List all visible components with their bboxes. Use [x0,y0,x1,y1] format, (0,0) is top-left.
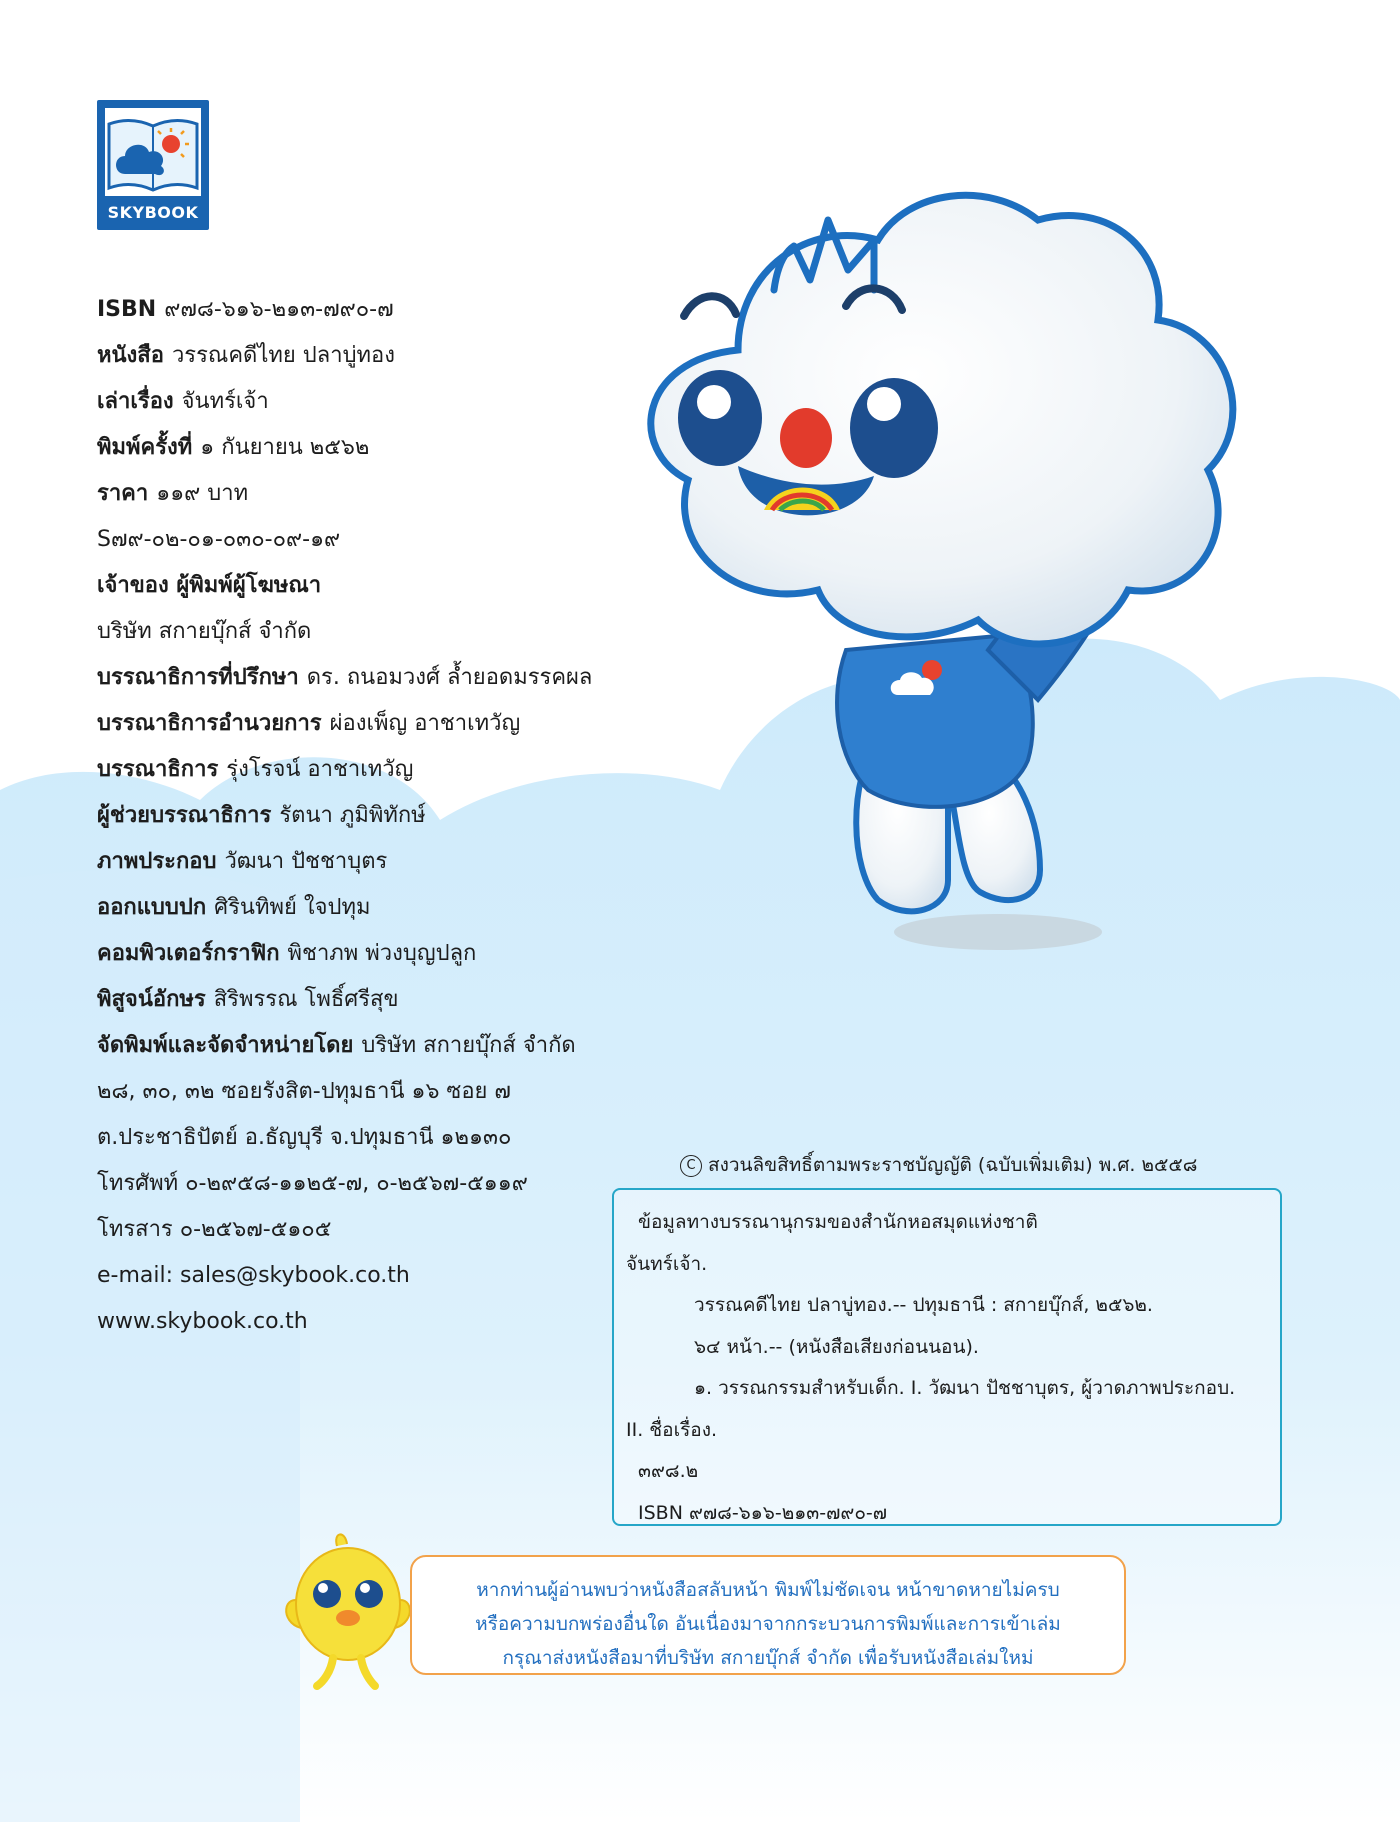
notice-line: กรุณาส่งหนังสือมาที่บริษัท สกายบุ๊กส์ จำกัด เพื่อรับหนังสือเล่มใหม่ [502,1647,1034,1669]
info-line: บริษัท สกายบุ๊กส์ จำกัด [97,619,312,644]
info-line: ราคา ๑๑๙ บาท [97,481,249,506]
info-line: บรรณาธิการ รุ่งโรจน์ อาชาเทวัญ [97,757,414,782]
defect-notice-box [410,1555,1126,1675]
book-cloud-sun-icon [105,108,201,196]
copyright-icon: C [680,1155,702,1177]
skybook-logo [97,100,209,230]
info-line: จัดพิมพ์และจัดจำหน่ายโดย บริษัท สกายบุ๊กส์ จำกัด [97,1033,576,1058]
notice-line: หรือความบกพร่องอื่นใด อันเนื่องมาจากกระบวนการพิมพ์และการเข้าเล่ม [475,1613,1061,1635]
cip-title: วรรณคดีไทย ปลาบู่ทอง.-- ปทุมธานี : สกายบุ๊กส์, ๒๕๖๒. [694,1294,1153,1316]
cataloging-data-box [612,1188,1282,1526]
info-line: www.skybook.co.th [97,1309,308,1334]
info-line: ออกแบบปก ศิรินทิพย์ ใจปทุม [97,895,371,920]
info-line: คอมพิวเตอร์กราฟิก พิชาภพ พ่วงบุญปลูก [97,941,477,966]
info-line: เล่าเรื่อง จันทร์เจ้า [97,389,269,414]
info-line: e-mail: sales@skybook.co.th [97,1263,410,1288]
info-line: ๒๘, ๓๐, ๓๒ ซอยรังสิต-ปทุมธานี ๑๖ ซอย ๗ [97,1079,511,1104]
info-line: หนังสือ วรรณคดีไทย ปลาบู่ทอง [97,343,396,368]
bird-mascot-illustration [283,1532,413,1692]
info-line: เจ้าของ ผู้พิมพ์ผู้โฆษณา [97,573,322,598]
copyright-notice [680,1150,1197,1180]
cip-subject2: II. ชื่อเรื่อง. [626,1418,718,1441]
copyright-text: สงวนลิขสิทธิ์ตามพระราชบัญญัติ (ฉบับเพิ่มเติม) พ.ศ. ๒๕๕๘ [708,1154,1198,1176]
info-line: โทรสาร ๐-๒๕๖๗-๕๑๐๕ [97,1217,332,1242]
cip-heading: ข้อมูลทางบรรณานุกรมของสำนักหอสมุดแห่งชาติ [638,1211,1038,1233]
info-line: ต.ประชาธิปัตย์ อ.ธัญบุรี จ.ปทุมธานี ๑๒๑๓๐ [97,1125,512,1150]
notice-line: หากท่านผู้อ่านพบว่าหนังสือสลับหน้า พิมพ์ไม่ชัดเจน หน้าขาดหายไม่ครบ [476,1579,1060,1601]
mascot-nose [780,408,832,468]
cip-author: จันทร์เจ้า. [626,1252,708,1275]
logo-wordmark: SKYBOOK [107,203,199,222]
info-line: ISBN ๙๗๘-๖๑๖-๒๑๓-๗๙๐-๗ [97,297,394,322]
mascot-right-eye [850,378,938,478]
cip-pages: ๖๔ หน้า.-- (หนังสือเสียงก่อนนอน). [694,1335,979,1358]
logo-emblem [105,108,201,196]
info-line: ภาพประกอบ วัฒนา ปัชชาบุตร [97,849,388,874]
cip-isbn: ISBN ๙๗๘-๖๑๖-๒๑๓-๗๙๐-๗ [638,1501,888,1524]
cip-subjects: ๑. วรรณกรรมสำหรับเด็ก. I. วัฒนา ปัชชาบุตร, ผู้วาดภาพประกอบ. [694,1377,1236,1399]
mascot-shadow [894,914,1102,950]
info-line: บรรณาธิการอำนวยการ ผ่องเพ็ญ อาชาเทวัญ [97,711,521,736]
info-line: พิสูจน์อักษร สิริพรรณ โพธิ์ศรีสุข [97,987,399,1012]
info-line: ผู้ช่วยบรรณาธิการ รัตนา ภูมิพิทักษ์ [97,803,426,828]
info-line: S๗๙-๐๒-๐๑-๐๓๐-๐๙-๑๙ [97,527,341,552]
info-line: โทรศัพท์ ๐-๒๙๕๘-๑๑๒๕-๗, ๐-๒๕๖๗-๕๑๑๙ [97,1171,528,1196]
info-line: บรรณาธิการที่ปรึกษา ดร. ถนอมวงศ์ ล้ำยอดมรรคผล [97,665,593,690]
info-line: พิมพ์ครั้งที่ ๑ กันยายน ๒๕๖๒ [97,435,370,460]
cip-classno: ๓๙๘.๒ [638,1460,699,1482]
